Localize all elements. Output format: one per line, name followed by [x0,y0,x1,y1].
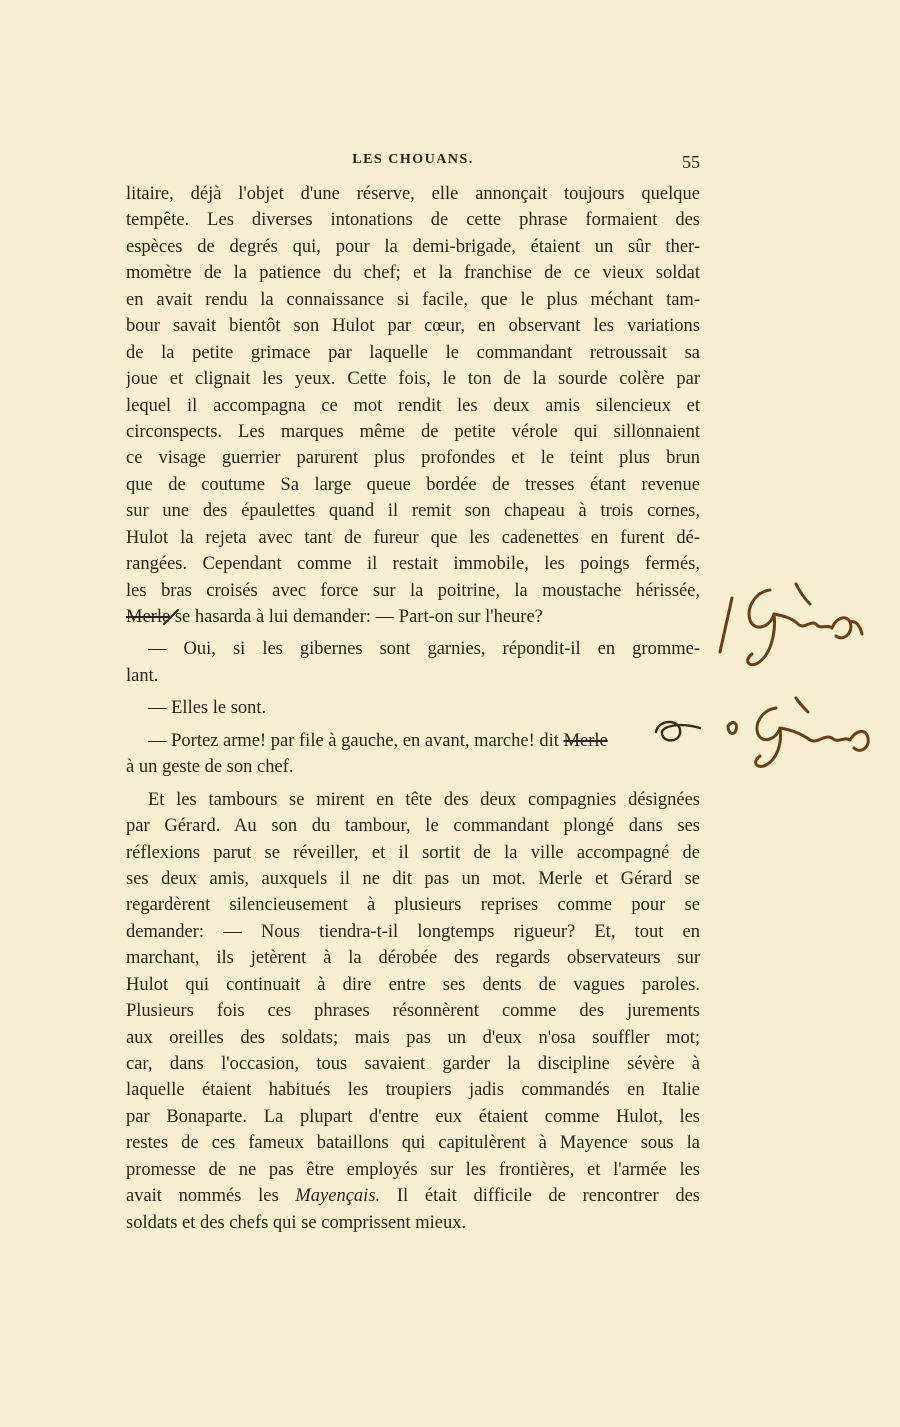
page-header [126,152,700,176]
text-line: regardèrent silencieusement à plusieurs reprises comme pour se [126,895,700,916]
text-line: momètre de la patience du chef; et la franchise de ce vieux soldat [126,263,700,284]
line-start: avait nommés les [126,1186,279,1207]
text-line: ce visage guerrier parurent plus profondes et le teint plus brun [126,448,700,469]
text-line: ses deux amis, auxquels il ne dit pas un mot. Merle et Gérard se [126,868,700,889]
deletion-loop-mark [650,712,706,750]
page-number: 55 [682,152,700,172]
italic-word: Mayençais. [295,1186,381,1207]
text-line: soldats et des chefs qui se comprissent mieux. [126,1212,467,1233]
text-line: — Oui, si les gibernes sont garnies, répondit-il en gromme- [148,639,700,660]
struck-word: Merle [126,607,171,627]
text-line [126,1183,700,1209]
text-line: laquelle étaient habitués les troupiers jadis commandés en Italie [126,1080,700,1101]
text-line: les bras croisés avec force sur la poitrine, la moustache hérissée, [126,580,700,601]
text-line: marchant, ils jetèrent à la dérobée des regards observateurs sur [126,948,700,969]
running-title: LES CHOUANS. [352,152,474,167]
text-line: sur une des épaulettes quand il remit son chapeau à trois cornes, [126,501,700,522]
text-line: lequel il accompagna ce mot rendit les deux amis silencieux et [126,395,700,416]
line-start: — Portez arme! par file à gauche, en avant, marche! dit [148,730,559,751]
margin-correction-1 [700,570,880,670]
text-line: demander: — Nous tiendra-t-il longtemps rigueur? Et, tout en [126,921,700,942]
text-line: que de coutume Sa large queue bordée de tresses étant revenue [126,474,700,495]
text-line: Plusieurs fois ces phrases résonnèrent comme des jurements [126,1001,700,1022]
text-line: circonspects. Les marques même de petite vérole qui sillonnaient [126,421,700,442]
body-text [126,181,700,1236]
line-rest: Il était difficile de rencontrer des [396,1186,700,1207]
text-line: de la petite grimace par laquelle le commandant retroussait sa [126,342,700,363]
text-line: litaire, déjà l'objet d'une réserve, elle annonçait toujours quelque [126,184,700,204]
text-line: lant. [126,665,159,686]
text-line: car, dans l'occasion, tous savaient garder la discipline sévère à [126,1054,700,1074]
text-line: par Bonaparte. La plupart d'entre eux étaient comme Hulot, les [126,1106,700,1127]
text-line: Et les tambours se mirent en tête des deux compagnies désignées [148,789,700,810]
text-line: bour savait bientôt son Hulot par cœur, en observant les variations [126,316,700,337]
text-line: réflexions parut se réveiller, et il sortit de la ville accompagné de [126,842,700,863]
text-line: espèces de degrés qui, pour la demi-brigade, étaient un sûr ther- [126,236,700,257]
text-line: — Elles le sont. [148,698,267,719]
text-line: promesse de ne pas être employés sur les frontières, et l'armée les [126,1159,700,1180]
insertion-mark [160,606,182,628]
text-line: à un geste de son chef. [126,757,294,778]
paragraph [126,695,700,721]
text-line: aux oreilles des soldats; mais pas un d'eux n'osa souffler mot; [126,1027,700,1048]
text-line: en avait rendu la connaissance si facile, que le plus méchant tam- [126,289,700,310]
paragraph [126,728,700,781]
text-line: rangées. Cependant comme il restait immobile, les poings fermés, [126,554,700,575]
text-line: par Gérard. Au son du tambour, le commandant plongé dans ses [126,816,700,837]
margin-correction-2 [710,690,880,770]
paragraph [126,636,700,689]
text-line: Hulot la rejeta avec tant de fureur que les cadenettes en furent dé- [126,527,700,548]
text-line: restes de ces fameux bataillons qui capitulèrent à Mayence sous la [126,1133,700,1154]
text-line: Hulot qui continuait à dire entre ses dents de vagues paroles. [126,974,700,995]
struck-word: Merle [563,730,608,751]
text-line: joue et clignait les yeux. Cette fois, le ton de la sourde colère par [126,369,700,390]
paragraph [126,181,700,630]
text-line: tempête. Les diverses intonations de cette phrase formaient des [126,210,700,231]
text-line [126,604,700,630]
line-rest: se hasarda à lui demander: — Part-on sur l'heure? [174,607,543,627]
paragraph [126,787,700,1236]
text-line [126,728,700,754]
